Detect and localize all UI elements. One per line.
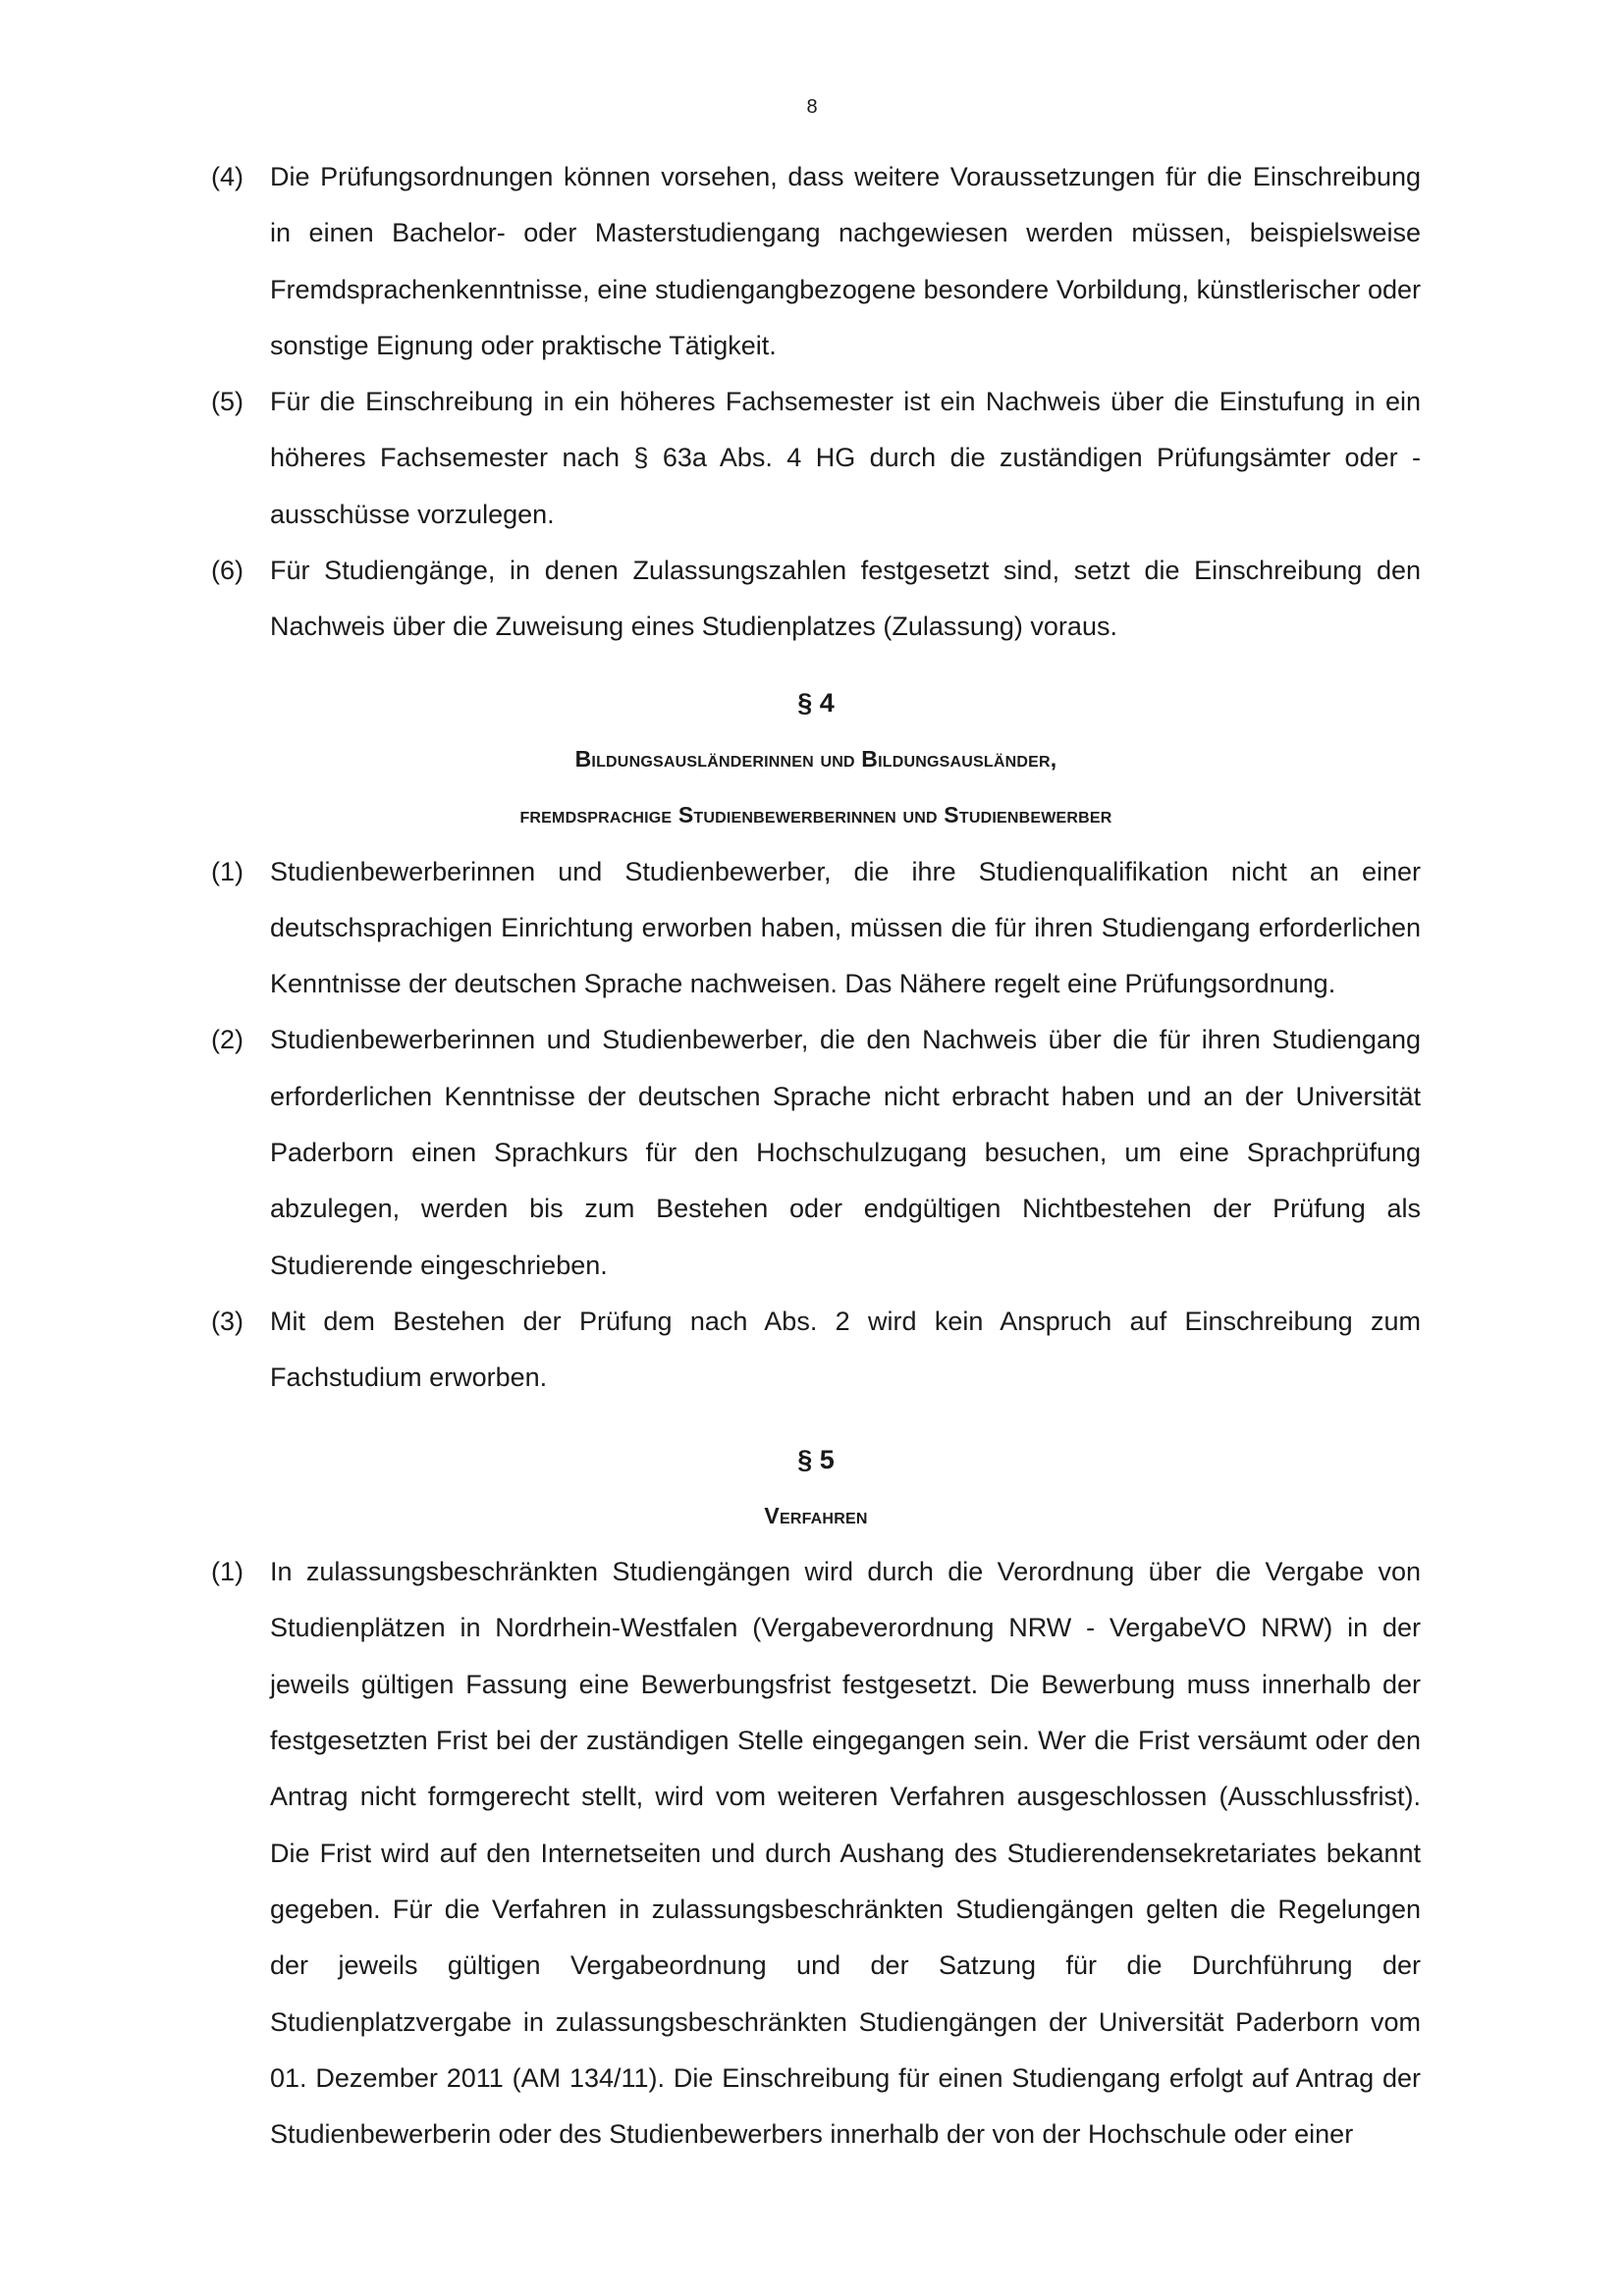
paragraph-text: Mit dem Bestehen der Prüfung nach Abs. 2 wird kein Anspruch auf Einschreibung zum Fachstudium erworben.	[270, 1306, 1421, 1393]
paragraph-text: Für die Einschreibung in ein höheres Fachsemester ist ein Nachweis über die Einstufung in ein höheres Fachsemester nach § 63a Abs. 4 HG durch die zuständigen Prüfungsämter oder -ausschüsse vorzulegen.	[270, 387, 1421, 529]
paragraph-text: Die Prüfungsordnungen können vorsehen, dass weitere Voraussetzungen für die Einschreibung in einen Bachelor- oder Masterstudiengang nachgewiesen werden müssen, beispielsweise Fremdsprachenkenntnisse, eine studiengangbezogene besondere Vorbildung, künstlerischer oder sonstige Eignung oder praktische Tätigkeit.	[270, 162, 1421, 360]
paragraph-number: (3)	[211, 1306, 244, 1336]
section-4-paragraph-1	[211, 844, 1421, 1013]
section-4-number: § 4	[797, 687, 835, 718]
paragraph-text: Studienbewerberinnen und Studienbewerber, die den Nachweis über die für ihren Studiengang erforderlichen Kenntnisse der deutschen Sprache nicht erbracht haben und an der Universität Paderborn einen Sprachkurs für den Hochschulzugang besuchen, um eine Sprachprüfung abzulegen, werden bis zum Bestehen oder endgültigen Nichtbestehen der Prüfung als Studierende eingeschrieben.	[270, 1025, 1421, 1280]
section-4-paragraph-3	[211, 1294, 1421, 1407]
section-4-title-line1: Bildungsausländerinnen und Bildungsausländer,	[574, 745, 1057, 772]
paragraph-number: (6)	[211, 556, 244, 586]
section-5-title: Verfahren	[764, 1502, 868, 1528]
section-5-paragraph-1	[211, 1544, 1421, 2163]
paragraph-5	[211, 374, 1421, 543]
paragraph-number: (1)	[211, 1557, 244, 1587]
paragraph-text: Für Studiengänge, in denen Zulassungszahlen festgesetzt sind, setzt die Einschreibung den Nachweis über die Zuweisung eines Studienplatzes (Zulassung) voraus.	[270, 556, 1421, 642]
page-number: 8	[806, 96, 818, 118]
document-body	[211, 149, 1421, 2163]
paragraph-number: (4)	[211, 162, 244, 191]
paragraph-number: (1)	[211, 856, 244, 886]
section-4-paragraph-2	[211, 1012, 1421, 1293]
paragraph-text: In zulassungsbeschränkten Studiengängen wird durch die Verordnung über die Vergabe von Studienplätzen in Nordrhein-Westfalen (Vergabeverordnung NRW - VergabeVO NRW) in der jeweils gültigen Fassung eine Bewerbungsfrist festgesetzt. Die Bewerbung muss innerhalb der festgesetzten Frist bei der zuständigen Stelle eingegangen sein. Wer die Frist versäumt oder den Antrag nicht formgerecht stellt, wird vom weiteren Verfahren ausgeschlossen (Ausschlussfrist). Die Frist wird auf den Internetseiten und durch Aushang des Studierendensekretariates bekannt gegeben. Für die Verfahren in zulassungsbeschränkten Studiengängen gelten die Regelungen der jeweils gültigen Vergabeordnung und der Satzung für die Durchführung der Studienplatzvergabe in zulassungsbeschränkten Studiengängen der Universität Paderborn vom 01. Dezember 2011 (AM 134/11). Die Einschreibung für einen Studiengang erfolgt auf Antrag der Studienbewerberin oder des Studienbewerbers innerhalb der von der Hochschule oder einer	[270, 1557, 1421, 2150]
paragraph-number: (2)	[211, 1025, 244, 1055]
paragraph-number: (5)	[211, 387, 244, 417]
paragraph-6	[211, 543, 1421, 656]
section-5-number: § 5	[797, 1444, 835, 1474]
paragraph-text: Studienbewerberinnen und Studienbewerber, die ihre Studienqualifikation nicht an einer deutschsprachigen Einrichtung erworben haben, müssen die für ihren Studiengang erforderlichen Kenntnisse der deutschen Sprache nachweisen. Das Nähere regelt eine Prüfungsordnung.	[270, 856, 1421, 999]
paragraph-4	[211, 149, 1421, 374]
section-4-title-line2: fremdsprachige Studienbewerberinnen und Studienbewerber	[519, 802, 1112, 828]
